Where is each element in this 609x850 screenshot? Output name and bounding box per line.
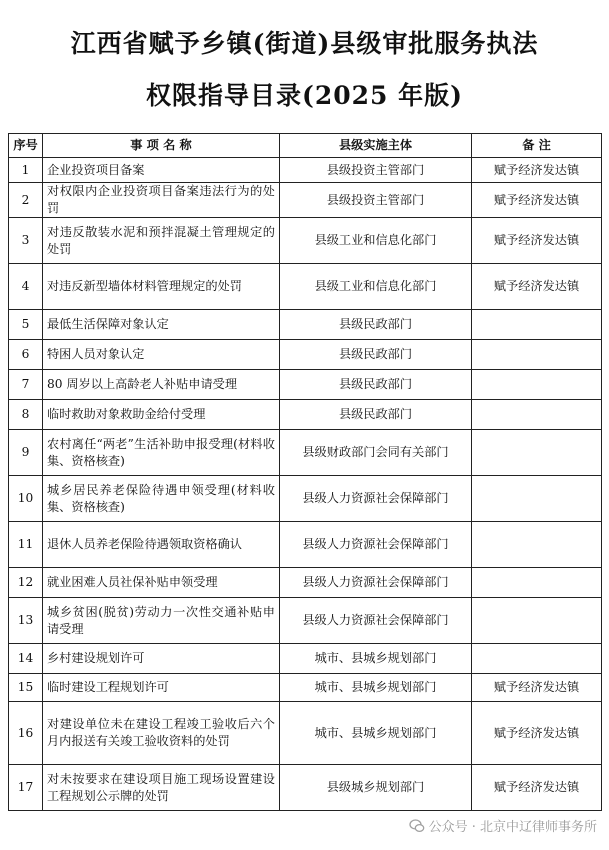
row-number: 4 — [9, 264, 43, 310]
row-number: 3 — [9, 218, 43, 264]
item-name: 对违反散装水泥和预拌混凝土管理规定的处罚 — [43, 218, 280, 264]
remark — [472, 522, 602, 568]
implementing-body: 城市、县城乡规划部门 — [280, 702, 472, 765]
table-row — [9, 310, 602, 340]
implementing-body: 县级工业和信息化部门 — [280, 264, 472, 310]
header-item-name: 事 项 名 称 — [43, 134, 280, 158]
item-name: 对建设单位未在建设工程竣工验收后六个月内报送有关竣工验收资料的处罚 — [43, 702, 280, 765]
implementing-body: 县级民政部门 — [280, 400, 472, 430]
remark — [472, 370, 602, 400]
implementing-body: 城市、县城乡规划部门 — [280, 644, 472, 674]
table-row — [9, 183, 602, 218]
header-implementing-body: 县级实施主体 — [280, 134, 472, 158]
table-row — [9, 264, 602, 310]
row-number: 9 — [9, 430, 43, 476]
remark: 赋予经济发达镇 — [472, 264, 602, 310]
item-name: 城乡贫困(脱贫)劳动力一次性交通补贴申请受理 — [43, 598, 280, 644]
table-row — [9, 218, 602, 264]
table-row — [9, 476, 602, 522]
implementing-body: 县级工业和信息化部门 — [280, 218, 472, 264]
watermark-text: 公众号 · 北京中辽律师事务所 — [428, 820, 597, 835]
table-row — [9, 598, 602, 644]
implementing-body: 县级城乡规划部门 — [280, 765, 472, 811]
remark — [472, 644, 602, 674]
document-title-line1: 江西省赋予乡镇(街道)县级审批服务执法 — [70, 29, 539, 58]
item-name: 乡村建设规划许可 — [43, 644, 280, 674]
table-row — [9, 644, 602, 674]
item-name: 对权限内企业投资项目备案违法行为的处罚 — [43, 183, 280, 218]
item-name: 退休人员养老保险待遇领取资格确认 — [43, 522, 280, 568]
remark: 赋予经济发达镇 — [472, 183, 602, 218]
remark: 赋予经济发达镇 — [472, 158, 602, 183]
remark — [472, 400, 602, 430]
remark — [472, 430, 602, 476]
implementing-body: 城市、县城乡规划部门 — [280, 674, 472, 702]
row-number: 12 — [9, 568, 43, 598]
row-number: 1 — [9, 158, 43, 183]
row-number: 7 — [9, 370, 43, 400]
row-number: 5 — [9, 310, 43, 340]
item-name: 最低生活保障对象认定 — [43, 310, 280, 340]
row-number: 16 — [9, 702, 43, 765]
watermark — [409, 816, 597, 835]
table-header-row — [9, 134, 602, 158]
implementing-body: 县级民政部门 — [280, 310, 472, 340]
implementing-body: 县级人力资源社会保障部门 — [280, 476, 472, 522]
table-row — [9, 702, 602, 765]
table-row — [9, 522, 602, 568]
row-number: 10 — [9, 476, 43, 522]
implementing-body: 县级投资主管部门 — [280, 158, 472, 183]
implementing-body: 县级投资主管部门 — [280, 183, 472, 218]
header-remarks: 备 注 — [472, 134, 602, 158]
implementing-body: 县级人力资源社会保障部门 — [280, 568, 472, 598]
catalog-table — [8, 133, 602, 811]
row-number: 14 — [9, 644, 43, 674]
item-name: 80 周岁以上高龄老人补贴申请受理 — [43, 370, 280, 400]
implementing-body: 县级财政部门会同有关部门 — [280, 430, 472, 476]
implementing-body: 县级人力资源社会保障部门 — [280, 598, 472, 644]
table-row — [9, 568, 602, 598]
implementing-body: 县级民政部门 — [280, 340, 472, 370]
remark: 赋予经济发达镇 — [472, 702, 602, 765]
remark — [472, 476, 602, 522]
header-number: 序号 — [9, 134, 43, 158]
document-title-line2: 权限指导目录(2025 年版) — [146, 81, 463, 110]
row-number: 2 — [9, 183, 43, 218]
row-number: 8 — [9, 400, 43, 430]
item-name: 特困人员对象认定 — [43, 340, 280, 370]
remark: 赋予经济发达镇 — [472, 218, 602, 264]
item-name: 企业投资项目备案 — [43, 158, 280, 183]
remark — [472, 598, 602, 644]
row-number: 17 — [9, 765, 43, 811]
table-row — [9, 430, 602, 476]
item-name: 临时救助对象救助金给付受理 — [43, 400, 280, 430]
table-row — [9, 400, 602, 430]
table-row — [9, 765, 602, 811]
remark — [472, 340, 602, 370]
item-name: 对未按要求在建设项目施工现场设置建设工程规划公示牌的处罚 — [43, 765, 280, 811]
implementing-body: 县级人力资源社会保障部门 — [280, 522, 472, 568]
item-name: 临时建设工程规划许可 — [43, 674, 280, 702]
table-row — [9, 340, 602, 370]
remark: 赋予经济发达镇 — [472, 674, 602, 702]
table-row — [9, 674, 602, 702]
row-number: 6 — [9, 340, 43, 370]
implementing-body: 县级民政部门 — [280, 370, 472, 400]
item-name: 就业困难人员社保补贴申领受理 — [43, 568, 280, 598]
remark — [472, 568, 602, 598]
item-name: 对违反新型墙体材料管理规定的处罚 — [43, 264, 280, 310]
remark: 赋予经济发达镇 — [472, 765, 602, 811]
row-number: 11 — [9, 522, 43, 568]
item-name: 农村离任“两老”生活补助申报受理(材料收集、资格核查) — [43, 430, 280, 476]
row-number: 15 — [9, 674, 43, 702]
wechat-icon — [409, 818, 425, 834]
table-row — [9, 370, 602, 400]
item-name: 城乡居民养老保险待遇申领受理(材料收集、资格核查) — [43, 476, 280, 522]
table-row — [9, 158, 602, 183]
row-number: 13 — [9, 598, 43, 644]
remark — [472, 310, 602, 340]
